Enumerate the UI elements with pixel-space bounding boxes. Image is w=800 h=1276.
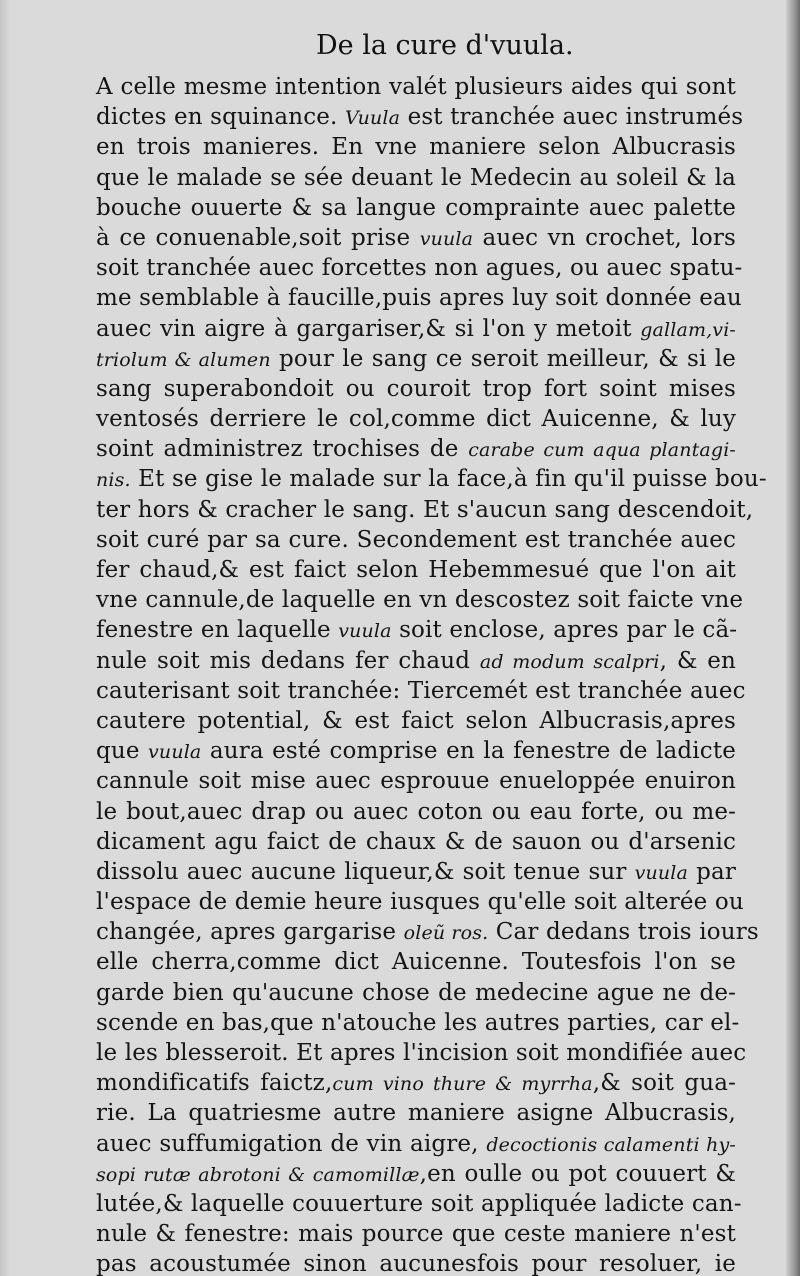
text-segment: ,en oulle ou pot couuert & (419, 1160, 737, 1187)
text-line (96, 887, 744, 917)
text-segment: auec vn crochet, lors (473, 224, 736, 251)
text-segment: que le malade se sée deuant le Medecin au soleil & la (96, 164, 736, 191)
text-segment: changée, apres gargarise (96, 919, 404, 946)
text-segment: est tranchée auec instrumés (400, 104, 744, 131)
text-segment: , & en (659, 647, 736, 674)
text-line (96, 464, 767, 494)
text-segment: auec vin aigre à gargariser,& si l'on y metoit (96, 315, 641, 342)
text-line (96, 978, 736, 1008)
text-segment: à ce conuenable,soit prise (96, 224, 420, 251)
text-segment: que (96, 738, 149, 765)
text-segment: cannule soit mise auec esprouue enueloppée enuiron (96, 768, 736, 795)
italic-segment: vuula (634, 861, 689, 884)
text-line (96, 797, 736, 827)
text-segment: vne cannule,de laquelle en vn descostez soit faicte vne (96, 587, 744, 614)
text-segment: A celle mesme intention valét plusieurs aides qui sont (96, 74, 736, 100)
text-line (96, 1249, 736, 1276)
text-line (96, 1159, 736, 1189)
text-line (96, 736, 736, 766)
italic-segment: vuula (148, 741, 202, 764)
page-edge-shadow (786, 0, 800, 1276)
text-line (96, 947, 736, 977)
text-line (96, 646, 736, 676)
text-segment: ter hors & cracher le sang. Et s'aucun sang descendoit, (96, 496, 754, 523)
text-line (96, 766, 736, 796)
page-gutter-shadow (0, 0, 10, 1276)
italic-segment: cum vino thure & myrrha (332, 1073, 593, 1096)
text-line (96, 283, 742, 313)
text-segment: auec suffumigation de vin aigre, (96, 1130, 487, 1157)
text-segment: l'espace de demie heure iusques qu'elle soit alterée ou (96, 889, 744, 916)
text-line (96, 857, 736, 887)
text-segment: le les blesseroit. Et apres l'incision soit mondifiée auec (96, 1040, 747, 1066)
text-segment: scende en bas,que n'atouche les autres parties, car el- (96, 1009, 740, 1036)
text-segment: soit tranchée auec forcettes non agues, ou auec spatu- (96, 255, 743, 282)
text-segment: sang superabondoit ou couroit trop fort soint mises (96, 375, 736, 402)
italic-segment: vuula (419, 227, 474, 250)
text-segment: soit enclose, apres par le cã- (391, 617, 738, 644)
text-line (96, 585, 744, 615)
text-segment: soit curé par sa cure. Secondement est tranchée auec (96, 526, 736, 553)
italic-segment: Vuula (344, 107, 401, 130)
text-segment: pour le sang ce seroit meilleur, & si le (270, 345, 736, 372)
text-line (96, 434, 736, 464)
text-segment: garde bien qu'aucune chose de medecine ague ne de- (96, 979, 736, 1006)
text-line (96, 223, 736, 253)
text-line (96, 827, 736, 857)
italic-segment: gallam,vi- (640, 318, 736, 341)
text-segment: aura esté comprise en la fenestre de ladicte (201, 738, 736, 765)
text-segment: fenestre en laquelle (96, 617, 339, 644)
text-line (96, 917, 759, 947)
text-line (96, 615, 736, 645)
text-segment: mondificatifs faictz, (96, 1070, 333, 1097)
text-line (96, 253, 743, 283)
text-segment: lutée,& laquelle couuerture soit appliquée ladicte can- (96, 1190, 742, 1217)
text-segment: Et se gise le malade sur la face,à fin qu'il puisse bou- (130, 466, 767, 493)
italic-segment: nis. (96, 469, 131, 492)
text-segment: Car dedans trois iours (488, 919, 759, 946)
italic-segment: oleũ ros. (403, 922, 489, 945)
text-segment: ventosés derriere le col,comme dict Auicenne, & luy (96, 406, 736, 433)
text-line (96, 72, 736, 102)
text-segment: soint administrez trochises de (96, 436, 469, 463)
text-segment: le bout,auec drap ou auec coton ou eau forte, ou me- (96, 798, 736, 825)
italic-segment: vuula (338, 620, 392, 643)
text-segment: elle cherra,comme dict Auicenne. Toutesfois l'on se (96, 949, 736, 976)
text-segment: nule & fenestre: mais pource que ceste maniere n'est (96, 1221, 736, 1248)
text-line (96, 374, 736, 404)
text-line (96, 404, 736, 434)
text-line (96, 132, 736, 162)
text-line (96, 1219, 736, 1249)
text-segment: rie. La quatriesme autre maniere asigne Albucrasis, (96, 1100, 736, 1127)
italic-segment: ad modum scalpri (479, 650, 660, 673)
body-text (96, 72, 767, 1276)
text-line (96, 1098, 736, 1128)
text-line (96, 525, 736, 555)
text-segment: pas acoustumée sinon aucunesfois pour resoluer, ie (96, 1251, 736, 1276)
text-line (96, 344, 736, 374)
text-line (96, 102, 744, 132)
text-line (96, 676, 746, 706)
text-segment: fer chaud,& est faict selon Hebemmesué que l'on ait (96, 557, 736, 583)
text-line (96, 1129, 736, 1159)
text-segment: en trois manieres. En vne maniere selon Albucrasis (96, 134, 736, 161)
text-segment: cautere potential, & est faict selon Albucrasis,apres (96, 707, 736, 734)
text-segment: dictes en squinance. (96, 104, 345, 131)
text-segment: dissolu auec aucune liqueur,& soit tenue sur (96, 858, 635, 885)
text-line (96, 1189, 742, 1219)
text-line (96, 495, 754, 525)
text-segment: ,& soit gua- (592, 1070, 736, 1097)
text-line (96, 193, 736, 223)
text-line (96, 555, 736, 585)
text-line (96, 1068, 736, 1098)
text-segment: dicament agu faict de chaux & de sauon ou d'arsenic (96, 828, 736, 855)
text-segment: cauterisant soit tranchée: Tiercemét est tranchée auec (96, 677, 746, 704)
running-head: De la cure d'vuula. (316, 30, 574, 61)
text-line (96, 1038, 747, 1068)
italic-segment: decoctionis calamenti hy- (486, 1133, 736, 1156)
text-segment: me semblable à faucille,puis apres luy soit donnée eau (96, 285, 742, 312)
italic-segment: triolum & alumen (96, 348, 271, 371)
italic-segment: sopi rutæ abrotoni & camomillæ (96, 1163, 420, 1186)
italic-segment: carabe cum aqua plantagi- (468, 439, 736, 462)
text-line (96, 1008, 740, 1038)
text-line (96, 163, 736, 193)
text-segment: nule soit mis dedans fer chaud (96, 647, 480, 674)
text-line (96, 706, 736, 736)
text-segment: par (688, 858, 736, 885)
text-segment: bouche ouuerte & sa langue comprainte auec palette (96, 194, 736, 221)
text-line (96, 314, 736, 344)
